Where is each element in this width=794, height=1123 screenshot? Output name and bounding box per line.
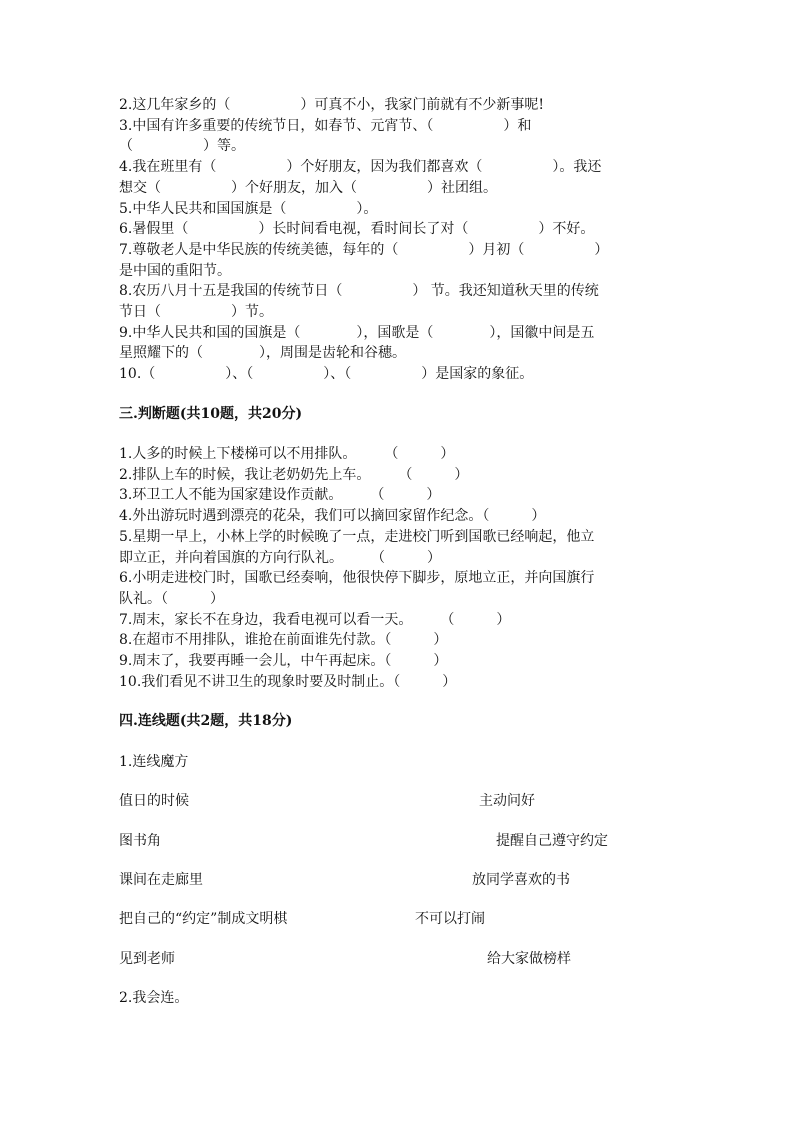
fill-line: （ ）等。 <box>119 138 245 155</box>
judge-line: 4.外出游玩时遇到漂亮的花朵，我们可以摘回家留作纪念。（ ） <box>119 508 546 525</box>
match-right-item[interactable]: 提醒自己遵守约定 <box>496 833 608 849</box>
fill-line: 10.（ ）、（ ）、（ ）是国家的象征。 <box>119 366 534 383</box>
match-right-item[interactable]: 不可以打闹 <box>415 911 485 927</box>
match-q1-title: 1.连线魔方 <box>119 754 189 770</box>
judge-line: 3.环卫工人不能为国家建设作贡献。 （ ） <box>119 487 441 504</box>
judge-line: 2.排队上车的时候，我让老奶奶先上车。 （ ） <box>119 466 469 483</box>
judge-line: 9.周末了，我要再睡一会儿，中午再起床。（ ） <box>119 653 448 670</box>
judge-line: 即立正，并向着国旗的方向行队礼。 （ ） <box>119 549 441 566</box>
match-left-item[interactable]: 把自己的“约定”制成文明棋 <box>119 911 288 927</box>
judge-section-heading: 三.判断题(共10题，共20分) <box>119 406 303 422</box>
fill-line: 7.尊敬老人是中华民族的传统美德，每年的（ ）月初（ ） <box>119 241 609 258</box>
judge-line: 1.人多的时候上下楼梯可以不用排队。 （ ） <box>119 446 455 462</box>
fill-line: 6.暑假里（ ）长时间看电视，看时间长了对（ ）不好。 <box>119 221 595 238</box>
match-right-item[interactable]: 给大家做榜样 <box>487 951 571 967</box>
judge-line: 7.周末，家长不在身边，我看电视可以看一天。 （ ） <box>119 611 511 628</box>
match-q2-title: 2.我会连。 <box>119 990 189 1006</box>
fill-line: 8.农历八月十五是我国的传统节日（ ） 节。我还知道秋天里的传统 <box>119 283 599 300</box>
fill-line: 节日（ ）节。 <box>119 304 273 321</box>
match-right-item[interactable]: 主动问好 <box>479 793 535 809</box>
fill-section <box>119 95 667 385</box>
judge-line: 10.我们看见不讲卫生的现象时要及时制止。（ ） <box>119 673 457 690</box>
match-right-item[interactable]: 放同学喜欢的书 <box>472 872 570 888</box>
match-left-item[interactable]: 值日的时候 <box>119 793 189 809</box>
match-left-item[interactable]: 图书角 <box>119 833 161 849</box>
judge-line: 6.小明走进校门时，国歌已经奏响，他很快停下脚步，原地立正，并向国旗行 <box>119 570 595 587</box>
fill-line: 5.中华人民共和国国旗是（ ）。 <box>119 200 378 217</box>
judge-section <box>119 444 667 692</box>
fill-line: 4.我在班里有（ ）个好朋友，因为我们都喜欢（ ）。我还 <box>119 159 602 176</box>
match-left-item[interactable]: 课间在走廊里 <box>119 872 203 888</box>
judge-line: 5.星期一早上，小林上学的时候晚了一点，走进校门听到国歌已经响起，他立 <box>119 528 595 545</box>
fill-line: 是中国的重阳节。 <box>119 262 231 279</box>
match-left-item[interactable]: 见到老师 <box>119 951 175 967</box>
fill-line: 2.这几年家乡的（ ）可真不小，我家门前就有不少新事呢! <box>119 97 544 113</box>
fill-line: 星照耀下的（ ），周围是齿轮和谷穗。 <box>119 345 406 362</box>
match-section-heading: 四.连线题(共2题，共18分) <box>119 713 293 729</box>
judge-line: 队礼。（ ） <box>119 590 224 607</box>
fill-line: 想交（ ）个好朋友，加入（ ）社团组。 <box>119 179 497 196</box>
fill-line: 3.中国有许多重要的传统节日，如春节、元宵节、（ ）和 <box>119 117 532 134</box>
fill-line: 9.中华人民共和国的国旗是（ ），国歌是（ ），国徽中间是五 <box>119 324 595 341</box>
judge-line: 8.在超市不用排队，谁抢在前面谁先付款。（ ） <box>119 632 448 649</box>
